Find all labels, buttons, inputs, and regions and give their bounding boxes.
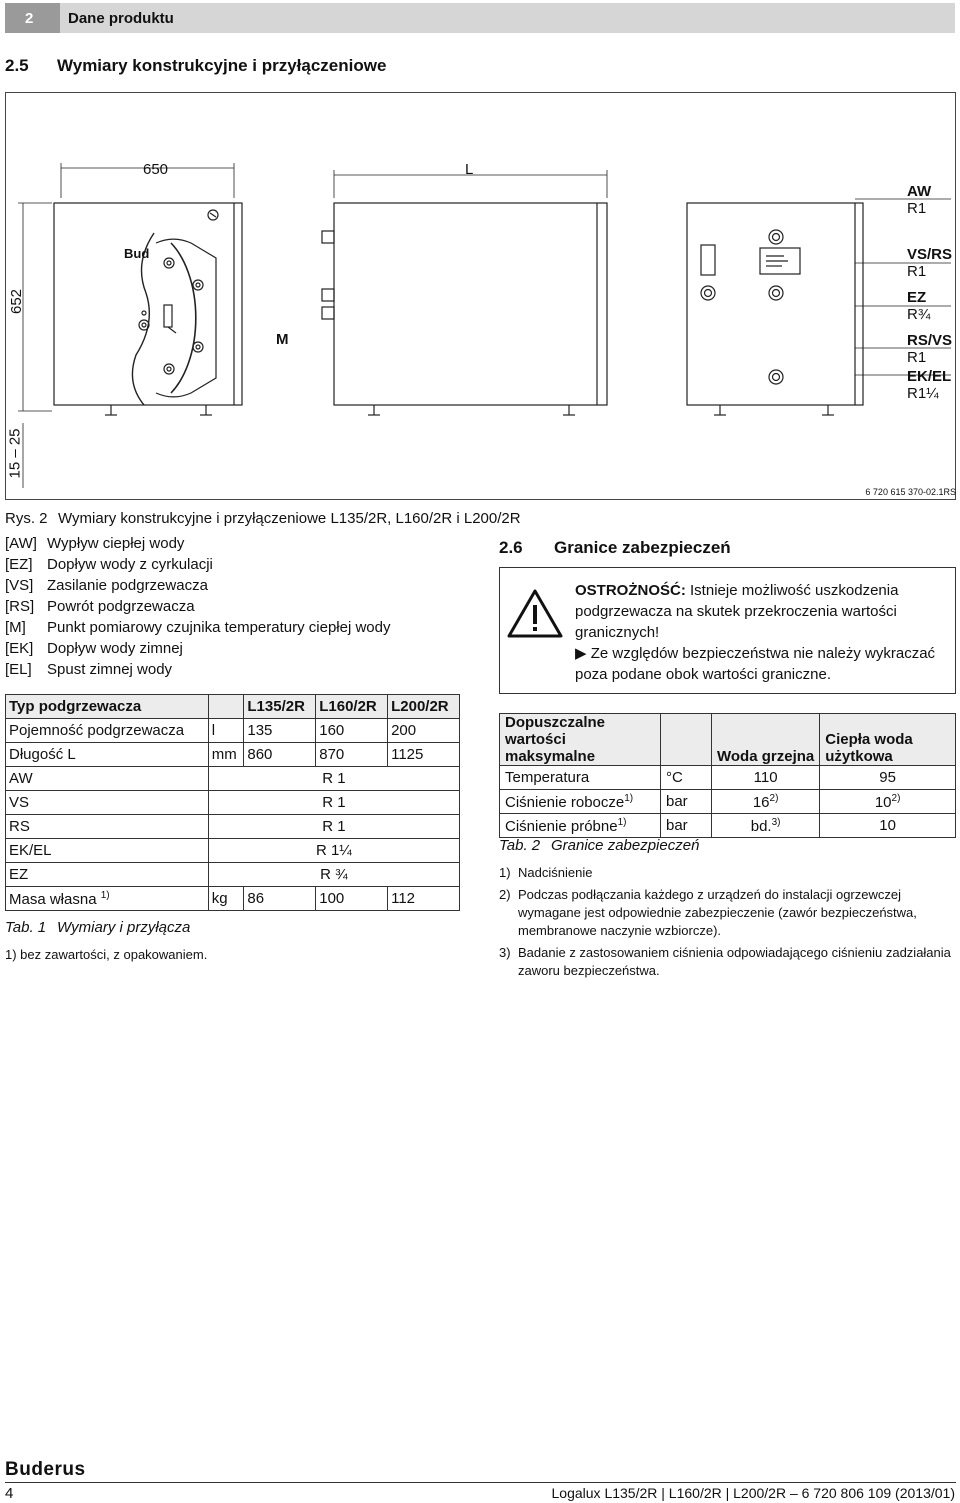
- conn-vs-rs: VS/RS R1: [907, 246, 953, 280]
- legend-item: [AW] Wypływ ciepłej wody: [5, 535, 185, 552]
- table1-caption: Tab. 1 Wymiary i przyłącza: [5, 919, 191, 936]
- table2-notes: [499, 864, 956, 984]
- dim-width: 650: [143, 161, 169, 178]
- table-row: Masa własna $^{1)}$ kg 86 100 112: [6, 887, 460, 911]
- conn-ek-el: EK/EL R1¼: [907, 368, 952, 402]
- technical-drawing: [6, 93, 957, 501]
- legend-item: [VS] Zasilanie podgrzewacza: [5, 577, 208, 594]
- arrow-right-icon: ▶: [575, 645, 587, 662]
- table-header-row: Typ podgrzewacza L135/2R L160/2R L200/2R: [6, 695, 460, 719]
- warning-triangle-icon: [506, 588, 564, 640]
- warning-bullet: ▶ Ze względów bezpieczeństwa nie należy wykraczać poza podane obok wartości graniczne.: [575, 645, 936, 683]
- table-row: Ciśnienie robocze$^{1)}$ bar 16$^{2)}$ 10$^{2)}$: [500, 790, 956, 814]
- table1-note: 1) bez zawartości, z opakowaniem.: [5, 947, 208, 962]
- dim-height: 652: [8, 288, 26, 315]
- footer-divider: [5, 1482, 956, 1483]
- section2-heading: 2.6 Granice zabezpieczeń: [499, 538, 731, 557]
- table-row: EK/EL R 1¼: [6, 839, 460, 863]
- table-row: AW R 1: [6, 767, 460, 791]
- section-number: 2.5: [5, 56, 29, 75]
- legend-item: [M] Punkt pomiarowy czujnika temperatury ciepłej wody: [5, 619, 391, 636]
- chapter-number: 2: [5, 3, 60, 33]
- footnote: 1) Nadciśnienie: [499, 865, 593, 880]
- dim-feet: 15 – 25: [6, 428, 24, 479]
- legend-item: [EK] Dopływ wody zimnej: [5, 640, 183, 657]
- brand-partial: Bud: [124, 246, 150, 261]
- figure-caption: Rys. 2 Wymiary konstrukcyjne i przyłączeniowe L135/2R, L160/2R i L200/2R: [5, 510, 521, 527]
- legend-item: [RS] Powrót podgrzewacza: [5, 598, 195, 615]
- warning-box: [499, 567, 956, 694]
- table-row: VS R 1: [6, 791, 460, 815]
- dimensions-table: [5, 694, 460, 911]
- footnote: 3) Badanie z zastosowaniem ciśnienia odpowiadającego ciśnieniu zadziałania zaworu bezpieczeństwa.: [499, 945, 951, 978]
- figure-code: 6 720 615 370-02.1RS: [865, 487, 956, 497]
- dimension-drawing: [5, 92, 956, 500]
- warning-text: OSTROŻNOŚĆ: Istnieje możliwość uszkodzenia podgrzewacza na skutek przekroczenia wartości granicznych! ▶ Ze względów bezpieczeństwa nie należy wykraczać poza podane obok wartości graniczne.: [575, 580, 945, 685]
- table2-caption: Tab. 2 Granice zabezpieczeń: [499, 837, 700, 854]
- conn-ez: EZ R¾: [907, 289, 931, 323]
- buderus-logo: Buderus: [5, 1459, 86, 1480]
- conn-aw: AW R1: [907, 183, 932, 217]
- table-row: Ciśnienie próbne$^{1)}$ bar bd.$^{3)}$ 10: [500, 814, 956, 838]
- table-row: EZ R ¾: [6, 863, 460, 887]
- safety-limits-table: [499, 713, 956, 838]
- footnote: 2) Podczas podłączania każdego z urządzeń do instalacji ogrzewczej wymagane jest odpowiednie zabezpieczenie (zawór bezpieczeństwa, membranowe naczynie wzbiorcze).: [499, 887, 917, 938]
- label-m: M: [276, 331, 289, 348]
- table-row: RS R 1: [6, 815, 460, 839]
- chapter-title: Dane produktu: [60, 3, 955, 33]
- legend-item: [EZ] Dopływ wody z cyrkulacji: [5, 556, 213, 573]
- table-row: Pojemność podgrzewacza l 135 160 200: [6, 719, 460, 743]
- table-header-row: Dopuszczalne wartości maksymalne Woda grzejna Ciepła woda użytkowa: [500, 714, 956, 766]
- table-row: Długość L mm 860 870 1125: [6, 743, 460, 767]
- section-heading: [5, 56, 386, 76]
- table-row: Temperatura °C 110 95: [500, 766, 956, 790]
- legend-item: [EL] Spust zimnej wody: [5, 661, 173, 678]
- section-title: Wymiary konstrukcyjne i przyłączeniowe: [57, 56, 387, 75]
- conn-rs-vs: RS/VS R1: [907, 332, 953, 366]
- page-number: 4: [5, 1485, 14, 1502]
- dim-length: L: [465, 161, 474, 178]
- legend-list: [5, 535, 475, 682]
- document-id: Logalux L135/2R | L160/2R | L200/2R – 6 720 806 109 (2013/01): [551, 1485, 955, 1501]
